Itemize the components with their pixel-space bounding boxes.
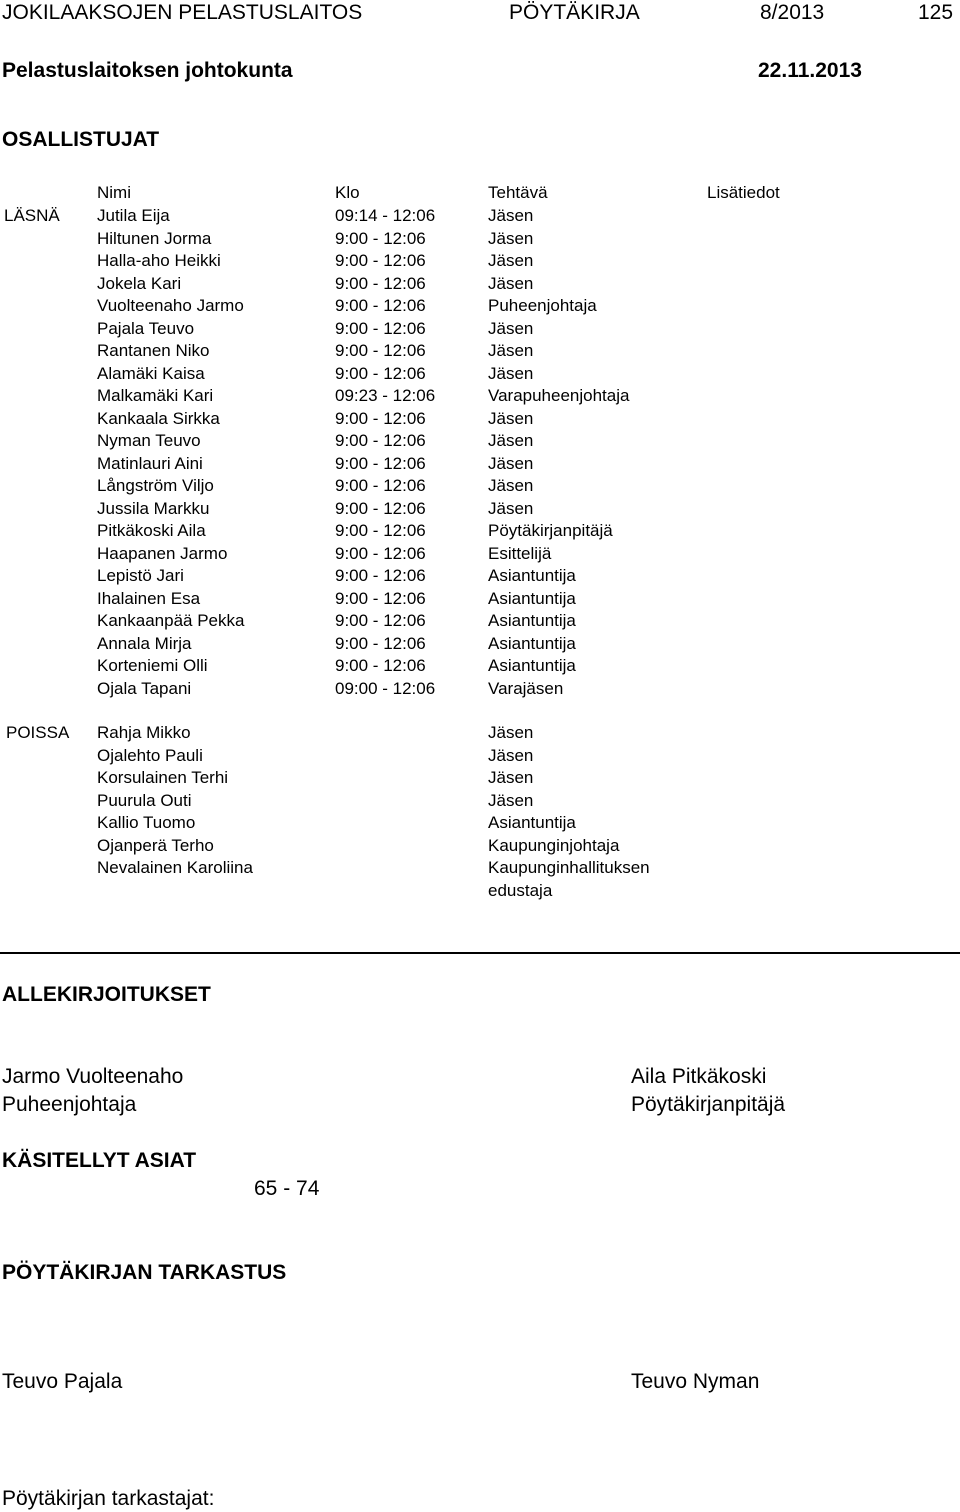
table-row <box>0 767 960 790</box>
table-row <box>0 340 960 363</box>
participant-time: 9:00 - 12:06 <box>335 476 426 495</box>
section-divider <box>0 952 960 954</box>
table-row <box>0 408 960 431</box>
participant-name: Jokela Kari <box>97 273 182 293</box>
document-number: 8/2013 <box>760 1 825 24</box>
participant-time: 9:00 - 12:06 <box>335 521 426 540</box>
participant-role: Jäsen <box>488 206 534 225</box>
present-label: LÄSNÄ <box>4 206 60 225</box>
participant-role: Jäsen <box>488 273 534 293</box>
participant-role: Asiantuntija <box>488 566 576 585</box>
table-row <box>0 295 960 318</box>
absent-name: Ojalehto Pauli <box>97 745 203 765</box>
participant-time: 9:00 - 12:06 <box>335 251 426 270</box>
column-header-name: Nimi <box>97 183 131 202</box>
participant-role: Jäsen <box>488 228 534 248</box>
absent-role: Jäsen <box>488 790 534 810</box>
signer-left-name: Jarmo Vuolteenaho <box>2 1065 184 1088</box>
participant-role: Asiantuntija <box>488 656 576 675</box>
handled-range: 65 - 74 <box>254 1177 320 1200</box>
table-row <box>0 543 960 566</box>
review-title: PÖYTÄKIRJAN TARKASTUS <box>2 1261 287 1284</box>
table-row <box>0 363 960 386</box>
participant-name: Haapanen Jarmo <box>97 543 228 563</box>
participants-title: OSALLISTUJAT <box>2 128 160 151</box>
table-row <box>0 722 960 745</box>
participant-role: Pöytäkirjanpitäjä <box>488 521 613 540</box>
table-row <box>0 250 960 273</box>
participant-role: Puheenjohtaja <box>488 296 597 315</box>
absent-name: Rahja Mikko <box>97 723 191 742</box>
participant-time: 9:00 - 12:06 <box>335 498 426 518</box>
participant-role: Jäsen <box>488 453 534 473</box>
participant-role: Jäsen <box>488 408 534 428</box>
participant-time: 09:23 - 12:06 <box>335 386 436 405</box>
participant-time: 9:00 - 12:06 <box>335 296 426 315</box>
participant-role: Jäsen <box>488 498 534 518</box>
table-row <box>0 790 960 813</box>
table-row <box>0 633 960 656</box>
participant-name: Kankaanpää Pekka <box>97 611 245 630</box>
table-row <box>0 812 960 835</box>
participant-time: 09:14 - 12:06 <box>335 206 436 225</box>
participant-name: Matinlauri Aini <box>97 453 203 473</box>
participant-name: Korteniemi Olli <box>97 656 208 675</box>
table-row <box>0 565 960 588</box>
table-row <box>0 678 960 701</box>
participant-name: Rantanen Niko <box>97 341 210 360</box>
table-row <box>0 453 960 476</box>
participant-role: Jäsen <box>488 363 534 383</box>
reviewers-label: Pöytäkirjan tarkastajat: <box>2 1487 215 1510</box>
participant-name: Jutila Eija <box>97 206 170 225</box>
participant-role: Jäsen <box>488 318 534 338</box>
absent-label: POISSA <box>6 723 70 742</box>
participant-name: Jussila Markku <box>97 498 210 518</box>
participant-time: 9:00 - 12:06 <box>335 588 426 608</box>
participant-role: Asiantuntija <box>488 611 576 630</box>
table-row <box>0 745 960 768</box>
absent-role: Kaupunginjohtaja <box>488 835 620 855</box>
participant-time: 9:00 - 12:06 <box>335 408 426 428</box>
participant-time: 9:00 - 12:06 <box>335 633 426 653</box>
participant-name: Halla-aho Heikki <box>97 251 221 270</box>
table-row <box>0 835 960 858</box>
signer-left-role: Puheenjohtaja <box>2 1093 137 1116</box>
participant-time: 9:00 - 12:06 <box>335 228 426 248</box>
absent-name: Puurula Outi <box>97 790 192 810</box>
participant-time: 9:00 - 12:06 <box>335 318 426 338</box>
participant-role: Esittelijä <box>488 543 552 563</box>
participant-time: 9:00 - 12:06 <box>335 611 426 630</box>
column-header-role: Tehtävä <box>488 183 548 202</box>
participant-name: Malkamäki Kari <box>97 386 214 405</box>
participant-time: 9:00 - 12:06 <box>335 273 426 293</box>
table-row <box>0 318 960 341</box>
page-number: 125 <box>918 1 954 24</box>
handled-title: KÄSITELLYT ASIAT <box>2 1149 197 1172</box>
participant-time: 9:00 - 12:06 <box>335 341 426 360</box>
participant-role: Varajäsen <box>488 678 564 698</box>
table-row <box>0 880 960 903</box>
participant-name: Långström Viljo <box>97 476 214 495</box>
participant-role: Jäsen <box>488 476 534 495</box>
participant-time: 9:00 - 12:06 <box>335 656 426 675</box>
absent-name: Ojanperä Terho <box>97 835 214 855</box>
participant-name: Alamäki Kaisa <box>97 363 205 383</box>
participant-name: Vuolteenaho Jarmo <box>97 296 244 315</box>
table-row <box>0 205 960 228</box>
table-row <box>0 655 960 678</box>
absent-name: Korsulainen Terhi <box>97 768 229 787</box>
absent-name: Kallio Tuomo <box>97 813 196 832</box>
participant-name: Kankaala Sirkka <box>97 408 220 428</box>
table-row <box>0 273 960 296</box>
signer-right-name: Aila Pitkäkoski <box>631 1065 767 1088</box>
absent-role: Jäsen <box>488 745 534 765</box>
reviewer-left-name: Teuvo Pajala <box>2 1370 123 1393</box>
table-row <box>0 588 960 611</box>
participant-role: Jäsen <box>488 251 534 270</box>
absent-role: Jäsen <box>488 723 534 742</box>
participant-time: 09:00 - 12:06 <box>335 678 436 698</box>
signatures-title: ALLEKIRJOITUKSET <box>2 983 211 1006</box>
participant-time: 9:00 - 12:06 <box>335 566 426 585</box>
participant-role: Jäsen <box>488 341 534 360</box>
absent-role: edustaja <box>488 880 553 900</box>
signer-right-role: Pöytäkirjanpitäjä <box>631 1093 786 1116</box>
meeting-date: 22.11.2013 <box>758 59 862 82</box>
absent-role: Kaupunginhallituksen <box>488 858 650 877</box>
document-type: PÖYTÄKIRJA <box>509 1 640 24</box>
participant-name: Nyman Teuvo <box>97 431 201 450</box>
absent-name: Nevalainen Karoliina <box>97 858 253 877</box>
column-header-notes: Lisätiedot <box>707 183 780 202</box>
absent-role: Jäsen <box>488 768 534 787</box>
participant-time: 9:00 - 12:06 <box>335 431 426 450</box>
reviewer-right-name: Teuvo Nyman <box>631 1370 760 1393</box>
participant-name: Pajala Teuvo <box>97 318 195 338</box>
table-row <box>0 475 960 498</box>
participant-name: Ihalainen Esa <box>97 588 201 608</box>
table-row <box>0 610 960 633</box>
table-row <box>0 430 960 453</box>
table-row <box>0 520 960 543</box>
absent-role: Asiantuntija <box>488 813 576 832</box>
participant-name: Ojala Tapani <box>97 678 192 698</box>
participant-time: 9:00 - 12:06 <box>335 543 426 563</box>
participant-role: Varapuheenjohtaja <box>488 386 630 405</box>
organization-name: JOKILAAKSOJEN PELASTUSLAITOS <box>2 1 363 24</box>
participant-role: Asiantuntija <box>488 588 576 608</box>
participant-name: Hiltunen Jorma <box>97 228 212 248</box>
participant-name: Annala Mirja <box>97 633 192 653</box>
participant-time: 9:00 - 12:06 <box>335 363 426 383</box>
table-row <box>0 228 960 251</box>
body-name: Pelastuslaitoksen johtokunta <box>2 59 293 82</box>
column-header-time: Klo <box>335 183 360 202</box>
participant-role: Jäsen <box>488 431 534 450</box>
participant-time: 9:00 - 12:06 <box>335 453 426 473</box>
table-row <box>0 857 960 880</box>
table-row <box>0 498 960 521</box>
participant-name: Pitkäkoski Aila <box>97 521 206 540</box>
table-row <box>0 385 960 408</box>
participant-name: Lepistö Jari <box>97 566 184 585</box>
participant-role: Asiantuntija <box>488 633 576 653</box>
